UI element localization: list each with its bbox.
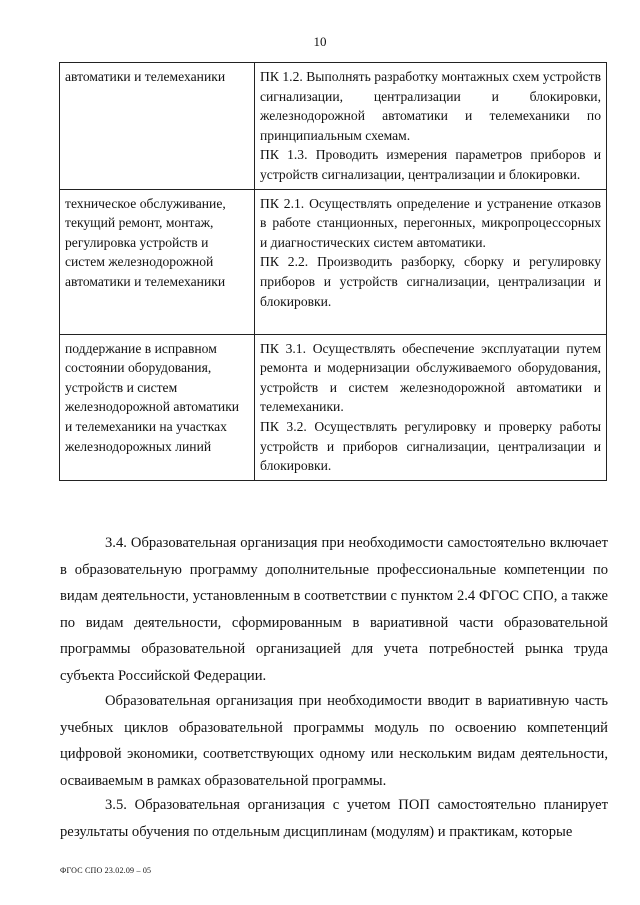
competency-item: ПК 1.2. Выполнять разработку монтажных схем устройств сигнализации, централизации и блокировки, железнодорожной автоматики и телемеханики по принципиальным схемам.	[260, 69, 601, 143]
competency-item: ПК 2.2. Производить разборку, сборку и регулировку приборов и устройств сигнализации, централизации и блокировки.	[260, 254, 601, 309]
competency-item: ПК 1.3. Проводить измерения параметров приборов и устройств сигнализации, централизации и блокировки.	[260, 147, 601, 182]
table-row	[60, 334, 607, 480]
table-row	[60, 63, 607, 190]
competency-item: ПК 3.2. Осуществлять регулировку и проверку работы устройств и приборов сигнализации, централизации и блокировки.	[260, 418, 601, 474]
competency-cell	[255, 334, 607, 480]
paragraph-3-4	[60, 530, 608, 690]
paragraph-text: 3.5. Образовательная организация с учетом ПОП самостоятельно планирует результаты обучения по отдельным дисциплинам (модулям) и практикам, которые	[60, 797, 608, 840]
table-row	[60, 189, 607, 334]
footer-doc-code: ФГОС СПО 23.02.09 – 05	[60, 866, 152, 875]
page-number: 10	[313, 34, 327, 49]
activity-cell: поддержание в исправном состоянии оборудования, устройств и систем железнодорожной автоматики и телемеханики на участках железнодорожных линий	[60, 334, 255, 480]
competency-table	[59, 62, 607, 481]
paragraph-text: Образовательная организация при необходимости вводит в вариативную часть учебных циклов образовательной программы модуль по освоению компетенций цифровой экономики, соответствующих одному или нескольким видам деятельности, осваиваемым в рамках образовательной программы.	[60, 693, 608, 789]
competency-item: ПК 2.1. Осуществлять определение и устранение отказов в работе станционных, перегонных, микропроцессорных и диагностических систем автоматики.	[260, 195, 601, 250]
activity-cell: автоматики и телемеханики	[60, 63, 255, 190]
competency-cell	[255, 63, 607, 190]
paragraph-3-5	[60, 792, 608, 845]
paragraph-text: 3.4. Образовательная организация при необходимости самостоятельно включает в образовательную программу дополнительные профессиональные компетенции по видам деятельности, установленным в соответствии с пунктом 2.4 ФГОС СПО, а также по видам деятельности, сформированным в вариативной части образовательной программы образовательной организацией для учета потребностей рынка труда субъекта Российской Федерации.	[60, 535, 608, 684]
competency-item: ПК 3.1. Осуществлять обеспечение эксплуатации путем ремонта и модернизации обслуживаемого оборудования, устройств и систем железнодорожной автоматики и телемеханики.	[260, 340, 601, 415]
competency-cell	[255, 189, 607, 334]
paragraph-variative	[60, 688, 608, 794]
activity-cell: техническое обслуживание, текущий ремонт, монтаж, регулировка устройств и систем железнодорожной автоматики и телемеханики	[60, 189, 255, 334]
